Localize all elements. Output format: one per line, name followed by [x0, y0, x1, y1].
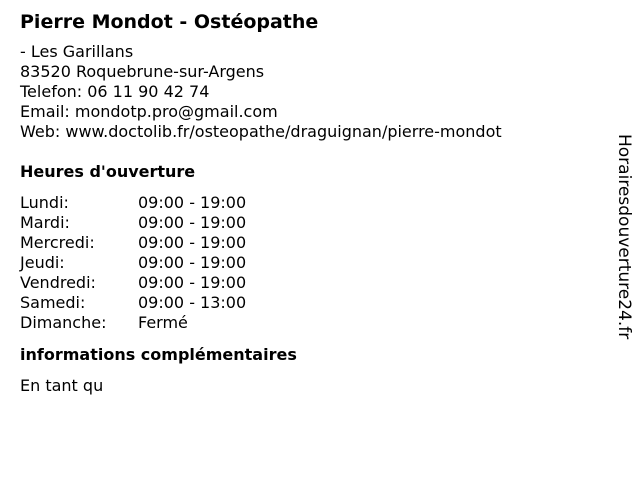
- day-label: Jeudi:: [20, 253, 65, 272]
- time-value: 09:00 - 19:00: [138, 213, 247, 232]
- hours-row-wednesday: [20, 233, 600, 253]
- phone-line: Telefon: 06 11 90 42 74: [20, 82, 210, 101]
- time-value: 09:00 - 19:00: [138, 273, 247, 292]
- time-value: 09:00 - 19:00: [138, 253, 247, 272]
- day-label: Mardi:: [20, 213, 70, 232]
- day-label: Mercredi:: [20, 233, 95, 252]
- time-value: 09:00 - 19:00: [138, 233, 247, 252]
- hours-row-tuesday: [20, 213, 600, 233]
- hours-row-sunday: [20, 313, 600, 333]
- hours-row-saturday: [20, 293, 600, 313]
- opening-hours-heading: Heures d'ouverture: [20, 162, 196, 181]
- additional-info-text: En tant qu: [20, 376, 104, 395]
- day-label: Samedi:: [20, 293, 86, 312]
- address-line-2: 83520 Roquebrune-sur-Argens: [20, 62, 265, 81]
- site-watermark: Horairesdouverture24.fr: [614, 134, 634, 340]
- day-label: Vendredi:: [20, 273, 96, 292]
- day-label: Dimanche:: [20, 313, 107, 332]
- business-name: Pierre Mondot - Ostéopathe: [20, 11, 319, 33]
- email-line: Email: mondotp.pro@gmail.com: [20, 102, 278, 121]
- hours-row-monday: [20, 193, 600, 213]
- opening-hours-table: [20, 193, 600, 333]
- time-value: Fermé: [138, 313, 188, 332]
- time-value: 09:00 - 19:00: [138, 193, 247, 212]
- time-value: 09:00 - 13:00: [138, 293, 247, 312]
- business-card: [20, 10, 600, 396]
- web-line: Web: www.doctolib.fr/osteopathe/draguignan/pierre-mondot: [20, 122, 502, 141]
- day-label: Lundi:: [20, 193, 69, 212]
- additional-info-heading: informations complémentaires: [20, 345, 297, 364]
- contact-block: [20, 42, 600, 142]
- hours-row-friday: [20, 273, 600, 293]
- hours-row-thursday: [20, 253, 600, 273]
- address-line-1: - Les Garillans: [20, 42, 134, 61]
